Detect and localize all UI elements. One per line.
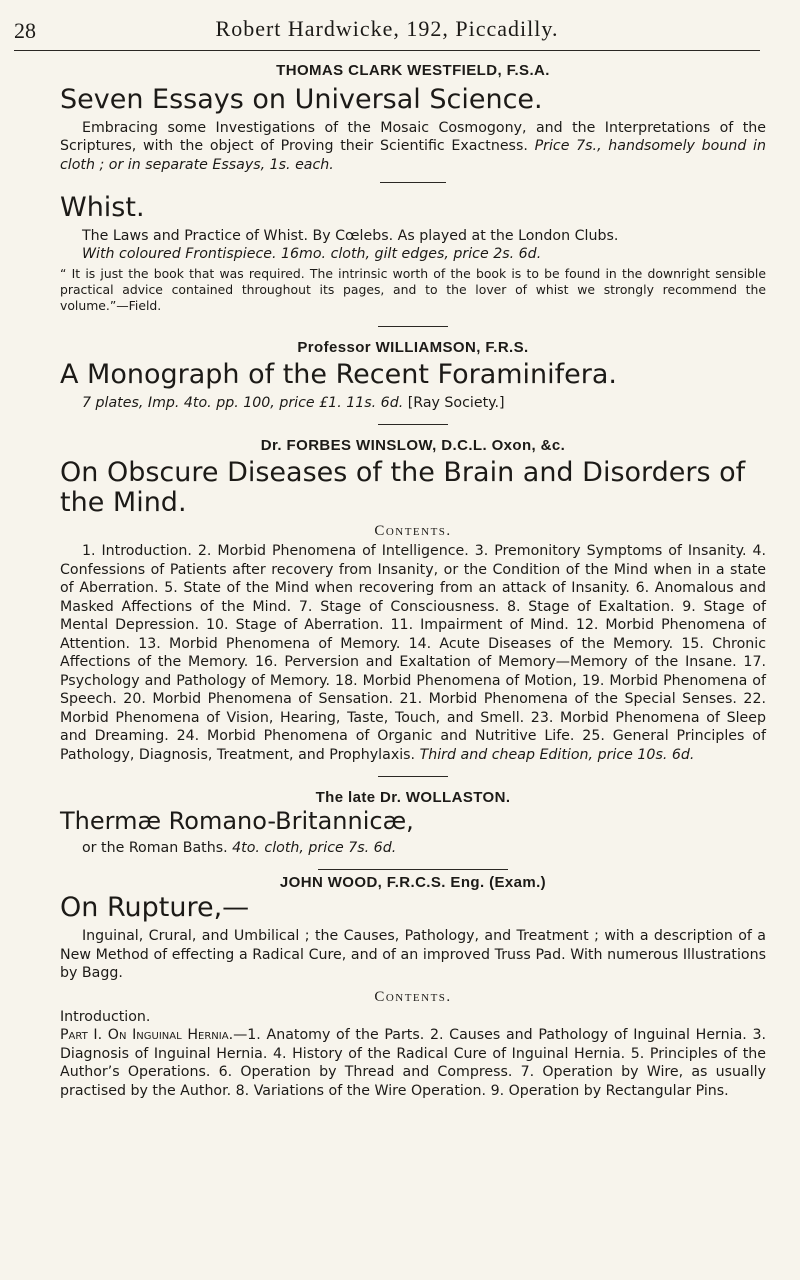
entry-review-quote: “ It is just the book that was required. The intrinsic worth of the book is to be found in the downright sensible practical advice contained throughout its pages, and to the lover of whist we strongly recommend the volume.”—Field. <box>60 265 766 313</box>
divider <box>380 182 446 183</box>
contents-intro: Introduction. <box>60 1008 151 1025</box>
entry-description: Embracing some Investigations of the Mosaic Cosmogony, and the Interpretations of the Scriptures, with the object of Proving their Scientific Exactness. Price 7s., handsomely bound in cloth ; or in separate Essays, 1s. each. <box>60 119 766 173</box>
catalogue-entries <box>60 62 766 1100</box>
running-head-title: Robert Hardwicke, 192, Piccadilly. <box>215 16 559 41</box>
entry-description: Inguinal, Crural, and Umbilical ; the Causes, Pathology, and Treatment ; with a description of a New Method of effecting a Radical Cure, and of an improved Truss Pad. With numerous Illustrations by Bagg. <box>60 928 766 982</box>
entry-winslow <box>60 437 766 764</box>
entry-contents: Part I. On Inguinal Hernia.—1. Anatomy of the Parts. 2. Causes and Pathology of Inguinal Hernia. 3. Diagnosis of Inguinal Hernia. 4. History of the Radical Cure of Inguinal Hernia. 5. Principles of the Author’s Operations. 6. Operation by Thread and Compress. 7. Operation by Wire, as usually practised by the Author. 8. Variations of the Wire Operation. 9. Operation by Rectangular Pins. <box>60 1027 766 1099</box>
entry-williamson <box>60 339 766 412</box>
divider <box>378 326 448 327</box>
entry-description: The Laws and Practice of Whist. By Cœlebs. As played at the London Clubs. <box>82 227 619 244</box>
contents-part-label: Part I. On Inguinal Hernia. <box>60 1027 234 1044</box>
divider <box>318 869 508 870</box>
entry-author: THOMAS CLARK WESTFIELD, F.S.A. <box>276 62 550 79</box>
entry-author: Dr. FORBES WINSLOW, D.C.L. Oxon, &c. <box>260 437 566 455</box>
page-number: 28 <box>14 18 36 43</box>
entry-description-line <box>60 839 766 858</box>
entry-author: JOHN WOOD, F.R.C.S. Eng. (Exam.) <box>279 874 547 892</box>
divider <box>378 776 448 777</box>
entry-price: Price 7s., handsomely bound in cloth ; or in separate Essays, 1s. each. <box>60 138 766 173</box>
entry-details-line <box>60 394 766 413</box>
entry-title: A Monograph of the Recent Foraminifera. <box>60 358 618 390</box>
entry-contents: 1. Introduction. 2. Morbid Phenomena of Intelligence. 3. Premonitory Symptoms of Insanity. 4. Confessions of Patients after recovery from Insanity, or the Condition of the Mind when in a state of Aberration. 5. State of the Mind when recovering from an attack of Insanity. 6. Anomalous and Masked Affections of the Mind. 7. Stage of Consciousness. 8. Stage of Exaltation. 9. Stage of Mental Depression. 10. Stage of Aberration. 11. Impairment of Mind. 12. Morbid Phenomena of Attention. 13. Morbid Phenomena of Memory. 14. Acute Diseases of the Memory. 15. Chronic Affections of the Memory. 16. Perversion and Exaltation of Memory—Memory of the Insane. 17. Psychology and Pathology of Memory. 18. Morbid Phenomena of Motion, 19. Morbid Phenomena of Speech. 20. Morbid Phenomena of Sensation. 21. Morbid Phenomena of the Special Senses. 22. Morbid Phenomena of Vision, Hearing, Taste, Touch, and Smell. 23. Morbid Phenomena of Sleep and Dreaming. 24. Morbid Phenomena of Organic and Nutritive Life. 25. General Principles of Pathology, Diagnosis, Treatment, and Prophylaxis. Third and cheap Edition, price 10s. 6d. <box>60 543 766 763</box>
contents-heading: Contents. <box>374 988 452 1005</box>
running-head <box>14 10 760 51</box>
entry-author: Professor WILLIAMSON, F.R.S. <box>297 338 529 356</box>
entry-details: With coloured Frontispiece. 16mo. cloth, gilt edges, price 2s. 6d. <box>82 246 542 263</box>
entry-title: On Obscure Diseases of the Brain and Disorders of the Mind. <box>60 457 746 518</box>
entry-westfield <box>60 62 766 174</box>
entry-wollaston <box>60 789 766 857</box>
entry-title: Thermæ Romano-Britannicæ, <box>60 807 414 836</box>
entry-description: or the Roman Baths. <box>82 839 228 856</box>
entry-title: On Rupture,— <box>60 892 250 924</box>
entry-title: Whist. <box>60 192 145 224</box>
entry-author: The late Dr. WOLLASTON. <box>315 789 511 807</box>
entry-whist <box>60 193 766 314</box>
divider <box>378 424 448 425</box>
entry-title: Seven Essays on Universal Science. <box>60 84 543 115</box>
entry-wood <box>60 874 766 1100</box>
entry-price: Third and cheap Edition, price 10s. 6d. <box>419 746 695 763</box>
entry-note: [Ray Society.] <box>407 394 505 411</box>
contents-heading: Contents. <box>374 523 452 540</box>
entry-details: 7 plates, Imp. 4to. pp. 100, price £1. 11s. 6d. <box>82 394 404 411</box>
entry-price: 4to. cloth, price 7s. 6d. <box>232 839 397 856</box>
